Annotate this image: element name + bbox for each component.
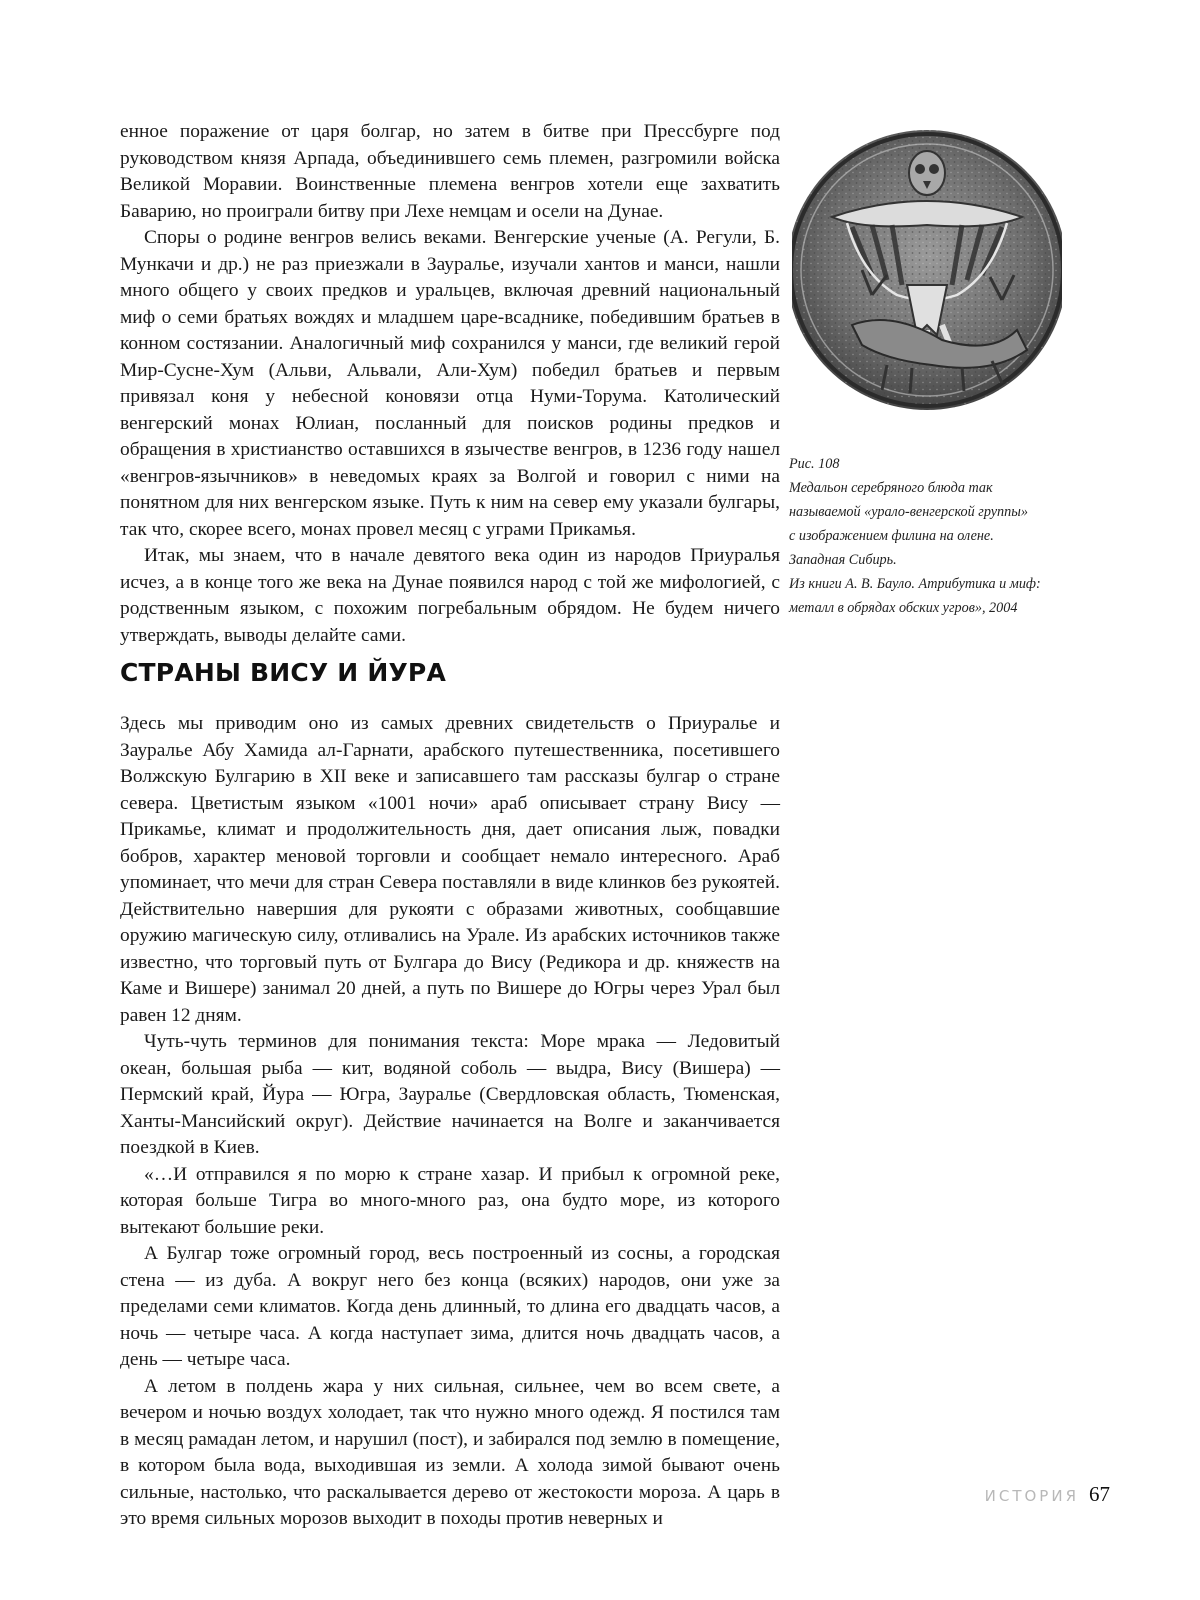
body-paragraph: А летом в полдень жара у них сильная, сильнее, чем во всем свете, а вечером и ночью воздух холодает, так что нужно много одежд. Я постился там в месяц рамадан летом, и нарушил (пост), и забирался под землю в помещение, в котором была вода, выходившая из земли. А холода зимой бывают очень сильные, настолько, что раскалывается дерево от жестокости мороза. А царь в это время сильных морозов выходит в походы против неверных и (120, 1375, 780, 1529)
body-paragraph: «…И отправился я по морю к стране хазар. И прибыл к огромной реке, которая больше Тигра во много-много раз, она будто море, из которого вытекают большие реки. (120, 1163, 780, 1238)
caption-line: Медальон серебряного блюда так (789, 480, 993, 496)
caption-line: называемой «урало-венгерской группы» (789, 504, 1028, 520)
footer-section-name: ИСТОРИЯ (984, 1487, 1079, 1505)
section-heading: СТРАНЫ ВИСУ И ЙУРА (120, 658, 446, 687)
figure-caption (789, 452, 1079, 620)
caption-figure-number: Рис. 108 (789, 456, 840, 472)
section-text-block (120, 711, 780, 1533)
medallion-image (792, 125, 1062, 455)
body-paragraph: Итак, мы знаем, что в начале девятого века один из народов Приуралья исчез, а в конце того же века на Дунае появился народ с той же мифологией, с родственным языком, с похожим погребальным обрядом. Не будем ничего утверждать, выводы делайте сами. (120, 545, 780, 646)
caption-line: Из книги А. В. Бауло. Атрибутика и миф: (789, 576, 1041, 592)
body-paragraph: Здесь мы приводим оно из самых древних свидетельств о Приуралье и Зауралье Абу Хамида ал-Гарнати, арабского путешественника, посетившего Волжскую Булгарию в XII веке и записавшего там рассказы булгар о стране севера. Цветистым языком «1001 ночи» араб описывает страну Вису — Прикамье, климат и продолжительность дня, дает описания лыж, повадки бобров, характер меновой торговли и сообщает немало интересного. Араб упоминает, что мечи для стран Севера поставляли в виде клинков без рукоятей. Действительно навершия для рукояти с образами животных, сообщавшие оружию магическую силу, отливались на Урале. Из арабских источников также известно, что торговый путь от Булгара до Вису (Редикора и др. княжеств на Каме и Вишере) занимал 20 дней, а путь по Вишере до Югры через Урал был равен 12 дням. (120, 713, 780, 1026)
caption-line: Западная Сибирь. (789, 552, 897, 568)
body-paragraph: енное поражение от царя болгар, но затем в битве при Прессбурге под руководством князя Арпада, объединившего семь племен, разгромили войска Великой Моравии. Воинственные племена венгров хотели еще захватить Баварию, но проиграли битву при Лехе немцам и осели на Дунае. (120, 121, 780, 222)
intro-text-block (120, 119, 780, 649)
page-footer (960, 1482, 1110, 1507)
body-paragraph: Споры о родине венгров велись веками. Венгерские ученые (А. Регули, Б. Мункачи и др.) не раз приезжали в Зауралье, изучали хантов и манси, нашли много общего у своих предков и уральцев, включая древний национальный миф о семи братьях вождях и младшем царе-всаднике, победившим братьев в конном состязании. Аналогичный миф сохранился у манси, где великий герой Мир-Сусне-Хум (Альви, Альвали, Али-Хум) победил братьев и первым привязал коня у небесной коновязи отца Нуми-Торума. Католический венгерский монах Юлиан, посланный для поисков родины предков и обращения в христианство оставшихся в язычестве венгров, в 1236 году нашел «венгров-язычников» в неведомых краях за Волгой и говорил с ними на понятном для них венгерском языке. Путь к ним на север ему указали булгары, так что, скорее всего, монах провел месяц с уграми Прикамья. (120, 227, 780, 540)
body-paragraph: Чуть-чуть терминов для понимания текста: Море мрака — Ледовитый океан, большая рыба — кит, водяной соболь — выдра, Вису (Вишера) — Пермский край, Йура — Югра, Зауралье (Свердловская область, Тюменская, Ханты-Мансийский округ). Действие начинается на Волге и заканчивается поездкой в Киев. (120, 1031, 780, 1158)
caption-line: металл в обрядах обских угров», 2004 (789, 600, 1018, 616)
page-number: 67 (1089, 1482, 1110, 1506)
caption-line: с изображением филина на олене. (789, 528, 994, 544)
medallion-figure (792, 125, 1062, 455)
body-paragraph: А Булгар тоже огромный город, весь построенный из сосны, а городская стена — из дуба. А вокруг него без конца (всяких) народов, они уже за пределами семи климатов. Когда день длинный, то длина его двадцать часов, а ночь — четыре часа. А когда наступает зима, длится ночь двадцать часов, а день — четыре часа. (120, 1243, 780, 1370)
